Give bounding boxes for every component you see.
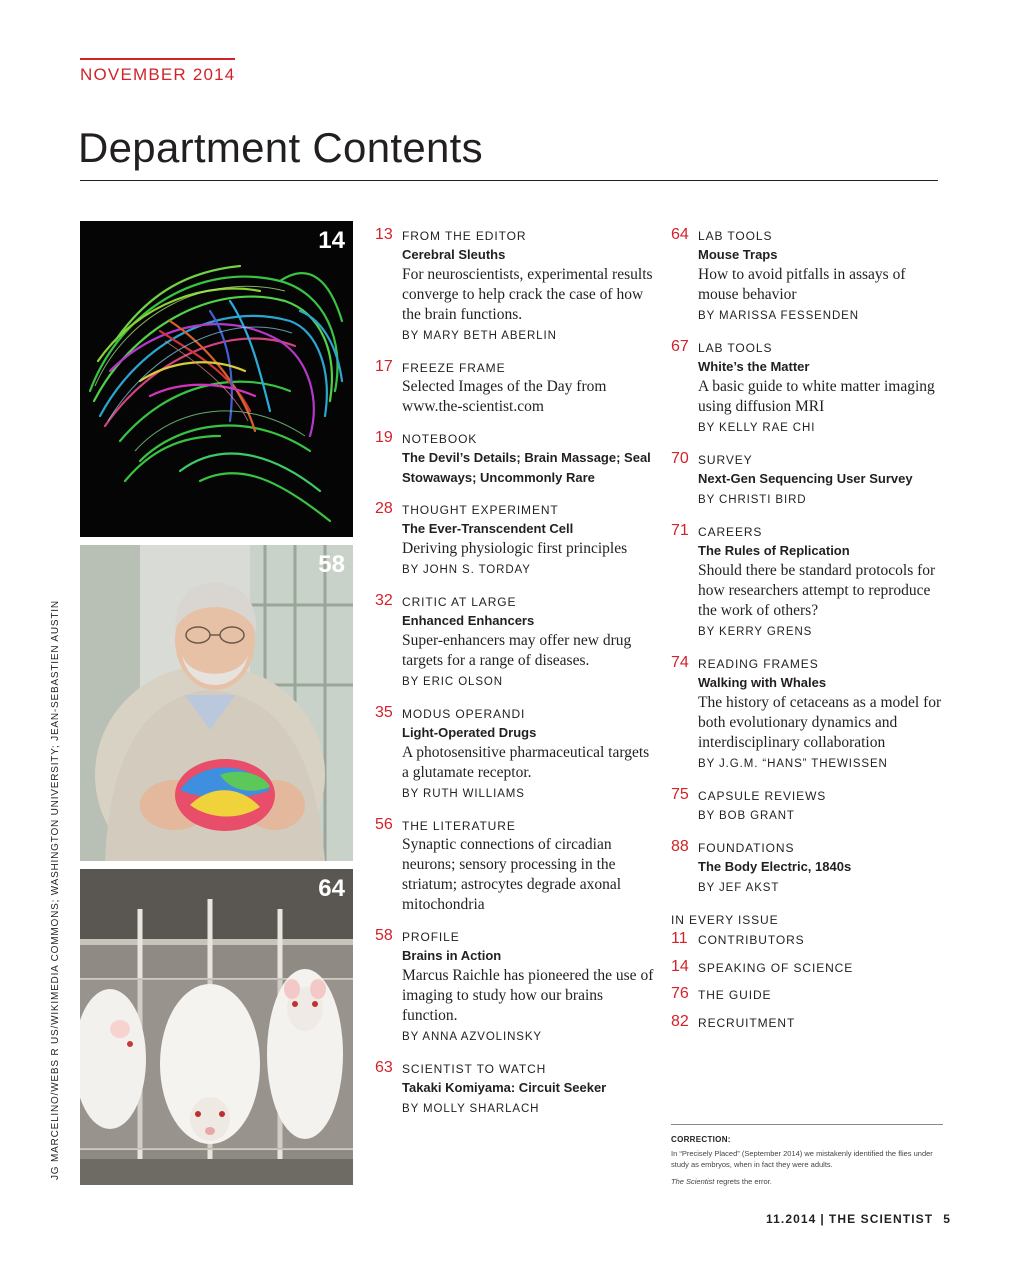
page-number: 67 <box>671 338 689 355</box>
footer-page-number: 5 <box>943 1212 951 1226</box>
contents-entry[interactable] <box>375 594 655 692</box>
article-title: Mouse Traps <box>698 247 778 262</box>
contents-entry[interactable] <box>671 452 946 510</box>
contents-entry[interactable] <box>671 524 946 642</box>
correction-heading: CORRECTION: <box>671 1135 731 1144</box>
lab-mice-image <box>80 869 353 1185</box>
every-issue-item[interactable] <box>671 987 946 1015</box>
article-title: Brains in Action <box>402 948 502 963</box>
article-title: White’s the Matter <box>698 359 810 374</box>
contents-entry[interactable] <box>375 818 655 915</box>
page-number: 56 <box>375 816 393 833</box>
contents-entry[interactable] <box>375 228 655 346</box>
scientist-portrait-image <box>80 545 353 861</box>
byline: BY ERIC OLSON <box>402 676 503 688</box>
contents-entry[interactable] <box>375 431 655 488</box>
section-label: THE GUIDE <box>698 988 772 1002</box>
byline: BY KELLY RAE CHI <box>698 422 816 434</box>
contents-entry[interactable] <box>671 840 946 898</box>
article-description: Marcus Raichle has pioneered the use of imaging to study how our brains function. <box>402 967 654 1024</box>
section-label: FROM THE EDITOR <box>402 229 527 243</box>
byline: BY MARISSA FESSENDEN <box>698 310 859 322</box>
photo-page-number: 58 <box>318 551 345 578</box>
magazine-name: The Scientist <box>671 1177 715 1186</box>
section-label: SURVEY <box>698 453 753 467</box>
contents-entry[interactable] <box>375 706 655 804</box>
section-label: PROFILE <box>402 930 460 944</box>
footer-date: 11.2014 <box>766 1212 817 1226</box>
title-rule <box>80 180 938 181</box>
article-description: For neuroscientists, experimental results converge to help crack the case of how the brain functions. <box>402 266 653 323</box>
page-number: 63 <box>375 1059 393 1076</box>
photo-scientist-portrait[interactable] <box>80 545 353 861</box>
page-number: 75 <box>671 786 689 803</box>
contents-entry[interactable] <box>375 360 655 417</box>
article-title: Cerebral Sleuths <box>402 247 506 262</box>
issue-date: NOVEMBER 2014 <box>80 65 236 84</box>
every-issue-item[interactable] <box>671 1012 946 1043</box>
correction-text: In “Precisely Placed” (September 2014) we mistakenly identified the flies under study as embryos, when in fact they were adults. <box>671 1149 933 1169</box>
section-label: THOUGHT EXPERIMENT <box>402 503 559 517</box>
section-label: LAB TOOLS <box>698 229 773 243</box>
page-footer <box>766 1212 951 1226</box>
article-title: Walking with Whales <box>698 675 827 690</box>
contents-entry[interactable] <box>375 502 655 580</box>
article-description: Synaptic connections of circadian neurons; sensory processing in the striatum; astrocytes degrade axonal mitochondria <box>402 836 622 913</box>
section-label: FREEZE FRAME <box>402 361 506 375</box>
article-description: Super-enhancers may offer new drug targets for a range of diseases. <box>402 632 632 669</box>
contents-entry[interactable] <box>671 656 946 774</box>
page-number: 13 <box>375 226 393 243</box>
byline: BY KERRY GRENS <box>698 626 813 638</box>
article-title: The Body Electric, 1840s <box>698 859 852 874</box>
page-number: 88 <box>671 838 689 855</box>
section-label: CAPSULE REVIEWS <box>698 789 827 803</box>
byline: BY CHRISTI BIRD <box>698 494 807 506</box>
byline: BY MOLLY SHARLACH <box>402 1103 540 1115</box>
article-title: The Devil’s Details; Brain Massage; Seal Stowaways; Uncommonly Rare <box>402 450 651 485</box>
contents-column-right <box>671 228 946 1042</box>
section-label: LAB TOOLS <box>698 341 773 355</box>
section-label: SCIENTIST TO WATCH <box>402 1062 547 1076</box>
page-number: 11 <box>671 930 688 947</box>
page-number: 58 <box>375 927 393 944</box>
page-number: 76 <box>671 985 689 1002</box>
article-description: Deriving physiologic first principles <box>402 540 628 557</box>
article-description: Selected Images of the Day from www.the-scientist.com <box>402 378 607 415</box>
contents-entry[interactable] <box>671 228 946 326</box>
photo-lab-mice[interactable] <box>80 869 353 1185</box>
byline: BY RUTH WILLIAMS <box>402 788 525 800</box>
article-title: Next-Gen Sequencing User Survey <box>698 471 913 486</box>
page-number: 17 <box>375 358 393 375</box>
article-title: Enhanced Enhancers <box>402 613 535 628</box>
photo-page-number: 64 <box>318 875 345 902</box>
section-label: CRITIC AT LARGE <box>402 595 517 609</box>
photo-brain-tractography[interactable] <box>80 221 353 537</box>
contents-entry[interactable] <box>671 340 946 438</box>
article-description: A basic guide to white matter imaging using diffusion MRI <box>698 378 935 415</box>
contents-entry[interactable] <box>375 929 655 1047</box>
section-label: SPEAKING OF SCIENCE <box>698 960 854 975</box>
page-number: 74 <box>671 654 689 671</box>
section-label: READING FRAMES <box>698 657 819 671</box>
photo-credit: JG MARCELINO/WEBS R US/WIKIMEDIA COMMONS; WASHINGTON UNIVERSITY; JEAN-SEBASTIEN AUSTIN <box>50 600 61 1180</box>
brain-tractography-image <box>80 221 353 537</box>
byline: BY J.G.M. “HANS” THEWISSEN <box>698 758 888 770</box>
section-label: NOTEBOOK <box>402 432 478 446</box>
section-label: RECRUITMENT <box>698 1015 796 1030</box>
contents-column-left <box>375 228 655 1133</box>
page-number: 70 <box>671 450 689 467</box>
page-number: 32 <box>375 592 393 609</box>
article-description: A photosensitive pharmaceutical targets a glutamate receptor. <box>402 744 650 781</box>
article-description: The history of cetaceans as a model for both evolutionary dynamics and interdisciplinary collaboration <box>698 694 942 751</box>
byline: BY JOHN S. TORDAY <box>402 564 531 576</box>
section-label: THE LITERATURE <box>402 819 516 833</box>
correction-note <box>671 1177 772 1186</box>
contents-entry[interactable] <box>375 1061 655 1119</box>
page-number: 35 <box>375 704 393 721</box>
every-issue-item[interactable] <box>671 932 946 960</box>
photo-page-number: 14 <box>318 227 345 254</box>
section-label: FOUNDATIONS <box>698 841 795 855</box>
page-number: 19 <box>375 429 393 446</box>
article-title: The Ever-Transcendent Cell <box>402 521 574 536</box>
section-label: MODUS OPERANDI <box>402 707 526 721</box>
section-label: CONTRIBUTORS <box>698 933 805 947</box>
page-title: Department Contents <box>78 124 483 171</box>
correction-rule <box>671 1124 943 1125</box>
every-issue-item[interactable] <box>671 957 946 988</box>
every-issue-heading: IN EVERY ISSUE <box>671 913 779 927</box>
correction-note-rest: regrets the error. <box>714 1177 772 1186</box>
footer-separator: | <box>820 1212 825 1226</box>
issue-rule <box>80 58 235 60</box>
byline: BY JEF AKST <box>698 882 780 894</box>
page-number: 14 <box>671 957 689 975</box>
page-number: 28 <box>375 500 393 517</box>
section-label: CAREERS <box>698 525 763 539</box>
article-title: Takaki Komiyama: Circuit Seeker <box>402 1080 607 1095</box>
page-number: 71 <box>671 522 689 539</box>
article-title: The Rules of Replication <box>698 543 850 558</box>
footer-magazine: THE SCIENTIST <box>828 1212 934 1226</box>
byline: BY BOB GRANT <box>698 810 795 822</box>
article-description: Should there be standard protocols for how researchers attempt to reproduce the work of others? <box>698 562 936 619</box>
article-title: Light-Operated Drugs <box>402 725 537 740</box>
byline: BY ANNA AZVOLINSKY <box>402 1031 542 1043</box>
page-number: 82 <box>671 1012 689 1030</box>
article-description: How to avoid pitfalls in assays of mouse behavior <box>698 266 906 303</box>
page-number: 64 <box>671 226 689 243</box>
contents-entry[interactable] <box>671 788 946 826</box>
byline: BY MARY BETH ABERLIN <box>402 330 557 342</box>
